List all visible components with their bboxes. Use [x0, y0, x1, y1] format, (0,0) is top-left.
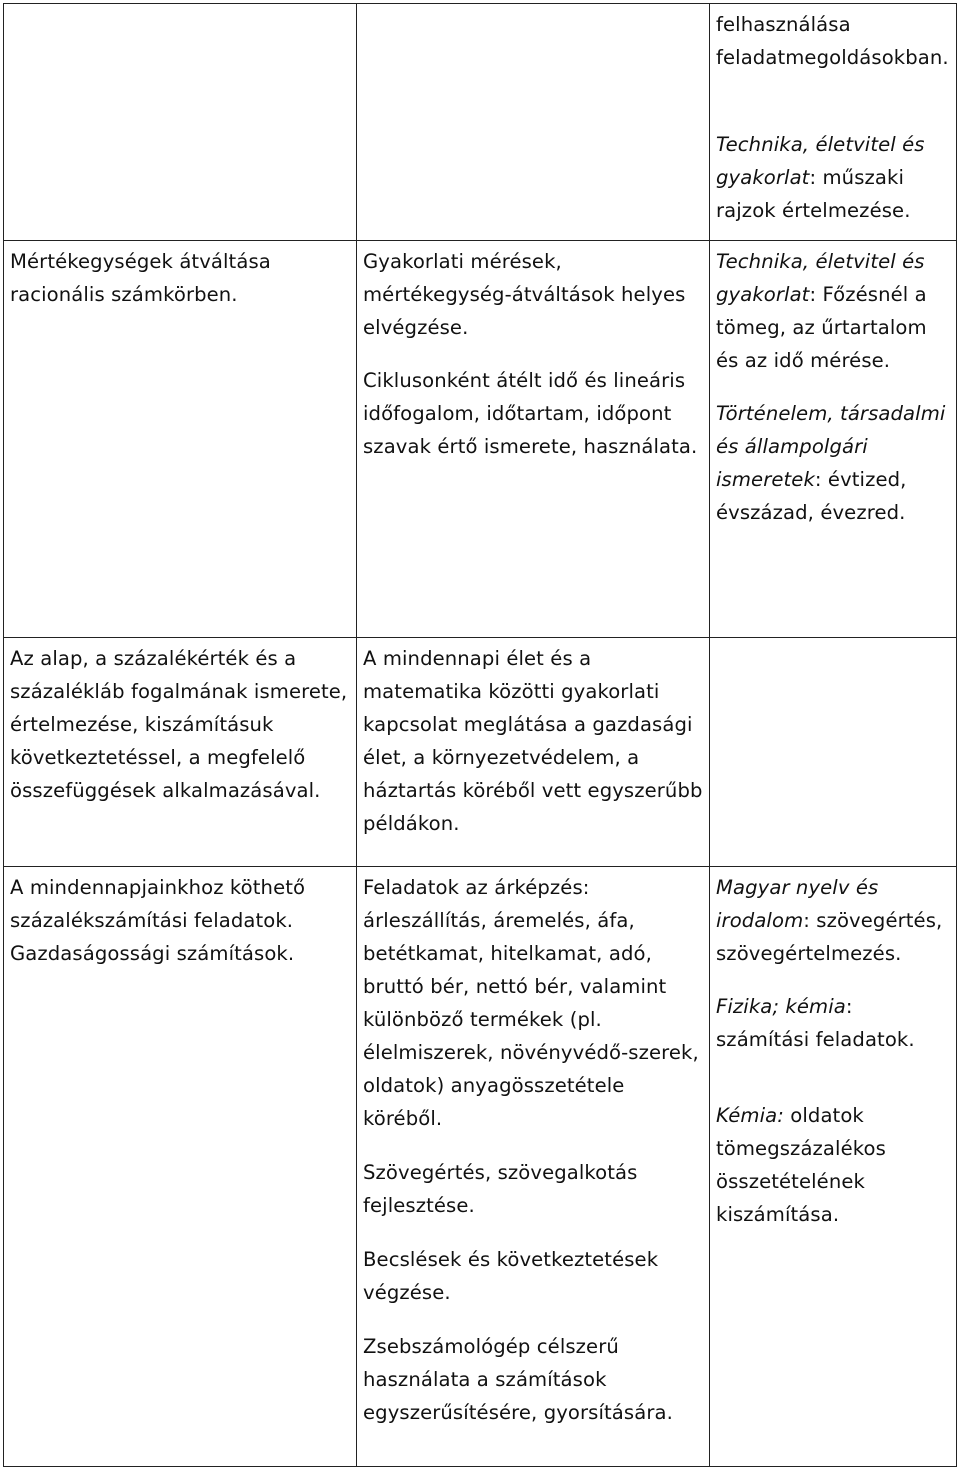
- subject-label: Magyar nyelv és irodalom: [716, 876, 879, 932]
- connection-text: : szövegértés, szövegértelmezés.: [716, 909, 943, 965]
- objective-text: A mindennapjainkhoz köthető százalékszámítási feladatok. Gazdaságossági számítások.: [10, 876, 306, 965]
- objective-text: Az alap, a százalékérték és a százalékláb fogalmának ismerete, értelmezése, kiszámításuk következtetéssel, a megfelelő összefüggések alkalmazásával.: [10, 647, 348, 802]
- activity-text: Szövegértés, szövegalkotás fejlesztése.: [363, 1161, 638, 1217]
- connection-paragraph: [716, 990, 950, 1056]
- connection-text: : műszaki rajzok értelmezése.: [716, 166, 911, 222]
- subject-label: Fizika; kémia: [716, 995, 846, 1018]
- subject-label: Kémia:: [716, 1104, 784, 1127]
- connection-text: oldatok tömegszázalékos összetételének kiszámítása.: [716, 1104, 886, 1226]
- activity-cell: [357, 241, 710, 638]
- table-row: [4, 4, 957, 241]
- connection-cell: [710, 638, 957, 867]
- connection-paragraph: [716, 1099, 950, 1231]
- connection-paragraph: [716, 128, 950, 227]
- activity-text: Zsebszámológép célszerű használata a számítások egyszerűsítésére, gyorsítására.: [363, 1335, 673, 1424]
- activity-text: Gyakorlati mérések, mértékegység-átváltások helyes elvégzése.: [363, 250, 686, 339]
- table-row: [4, 867, 957, 1467]
- connection-cell: [710, 4, 957, 241]
- objective-cell: [4, 638, 357, 867]
- objective-cell: [4, 867, 357, 1467]
- activity-text: A mindennapi élet és a matematika közötti gyakorlati kapcsolat meglátása a gazdasági élet, a környezetvédelem, a háztartás köréből vett egyszerűbb példákon.: [363, 647, 703, 835]
- objective-cell: [4, 4, 357, 241]
- objective-text: Mértékegységek átváltása racionális számkörben.: [10, 250, 271, 306]
- subject-label: Technika, életvitel és gyakorlat: [716, 250, 925, 306]
- connection-text: felhasználása feladatmegoldásokban.: [716, 13, 949, 69]
- table-row: [4, 638, 957, 867]
- curriculum-table: [3, 3, 957, 1467]
- connection-paragraph: [716, 871, 950, 970]
- connection-text: : évtized, évszázad, évezred.: [716, 468, 907, 524]
- activity-cell: [357, 867, 710, 1467]
- connection-paragraph: [716, 245, 950, 377]
- connection-cell: [710, 867, 957, 1467]
- activity-cell: [357, 638, 710, 867]
- connection-text: : Főzésnél a tömeg, az űrtartalom és az idő mérése.: [716, 283, 927, 372]
- objective-cell: [4, 241, 357, 638]
- connection-paragraph: [716, 397, 950, 529]
- subject-label: Technika, életvitel és gyakorlat: [716, 133, 925, 189]
- subject-label: Történelem, társadalmi és állampolgári ismeretek: [716, 402, 946, 491]
- activity-text: Becslések és következtetések végzése.: [363, 1248, 659, 1304]
- activity-cell: [357, 4, 710, 241]
- activity-text: Ciklusonként átélt idő és lineáris időfogalom, időtartam, időpont szavak értő ismerete, használata.: [363, 369, 698, 458]
- connection-cell: [710, 241, 957, 638]
- connection-text: : számítási feladatok.: [716, 995, 915, 1051]
- table-row: [4, 241, 957, 638]
- activity-text: Feladatok az árképzés: árleszállítás, áremelés, áfa, betétkamat, hitelkamat, adó, bruttó bér, nettó bér, valamint különböző termékek (pl. élelmiszerek, növényvédő-szerek, oldatok) anyagösszetétele köréből.: [363, 876, 699, 1130]
